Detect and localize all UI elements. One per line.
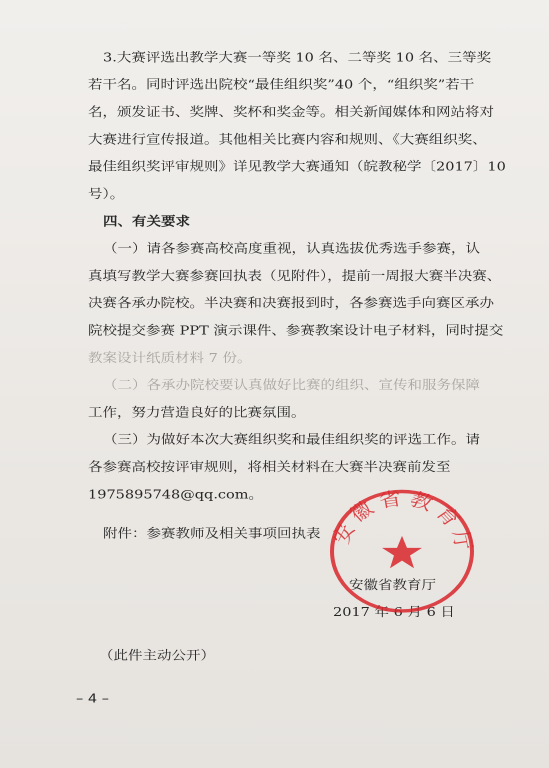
requirement-1-line: 教案设计纸质材料 7 份。 — [88, 351, 252, 366]
seal-star-icon — [382, 536, 422, 568]
issuer-name: 安徽省教育厅 — [349, 578, 436, 593]
requirement-1-line: 院校提交参赛 PPT 演示课件、参赛教案设计电子材料，同时提交 — [88, 324, 504, 338]
section-heading: 四、有关要求 — [103, 214, 190, 229]
paragraph-3-line: 最佳组织奖评审规则》详见教学大赛通知（皖教秘学〔2017〕10 — [88, 160, 506, 175]
requirement-2-line: 工作，努力营造良好的比赛氛围。 — [88, 406, 306, 420]
paragraph-3-line: 3.大赛评选出教学大赛一等奖 10 名、二等奖 10 名、三等奖 — [103, 51, 492, 65]
requirement-1-line: 真填写教学大赛参赛回执表（见附件），提前一周报大赛半决赛、 — [88, 269, 502, 284]
issue-date: 2017 年 6 月 6 日 — [333, 605, 455, 620]
requirement-3-line: （三）为做好本次大赛组织奖和最佳组织奖的评选工作。请 — [103, 433, 480, 448]
paragraph-3-line: 大赛进行宣传报道。其他相关比赛内容和规则、《大赛组织奖、 — [88, 133, 487, 147]
paragraph-3-line: 号）。 — [88, 187, 125, 202]
requirement-3-email: 1975895748@qq.com。 — [88, 488, 264, 502]
paragraph-3-line: 名，颁发证书、奖牌、奖杯和奖金等。相关新闻媒体和网站将对 — [88, 105, 494, 120]
requirement-2-line: （二）各承办院校要认真做好比赛的组织、宣传和服务保障 — [103, 378, 480, 393]
paragraph-3-line: 若干名。同时评选出院校“最佳组织奖”40 个，“组织奖”若干 — [88, 78, 475, 93]
page-number: – 4 – — [76, 692, 109, 706]
publicity-note: （此件主动公开） — [99, 649, 215, 664]
requirement-1-line: （一）请各参赛高校高度重视，认真选拔优秀选手参赛，认 — [103, 242, 480, 256]
requirement-3-line: 各参赛高校按评审规则，将相关材料在大赛半决赛前发至 — [88, 460, 451, 475]
attachment-note: 附件：参赛教师及相关事项回执表 — [103, 527, 321, 541]
official-seal — [322, 483, 482, 620]
seal-text: 安徽省教育厅 — [327, 486, 478, 557]
requirement-1-line: 决赛各承办院校。半决赛和决赛报到时，各参赛选手向赛区承办 — [88, 296, 494, 311]
